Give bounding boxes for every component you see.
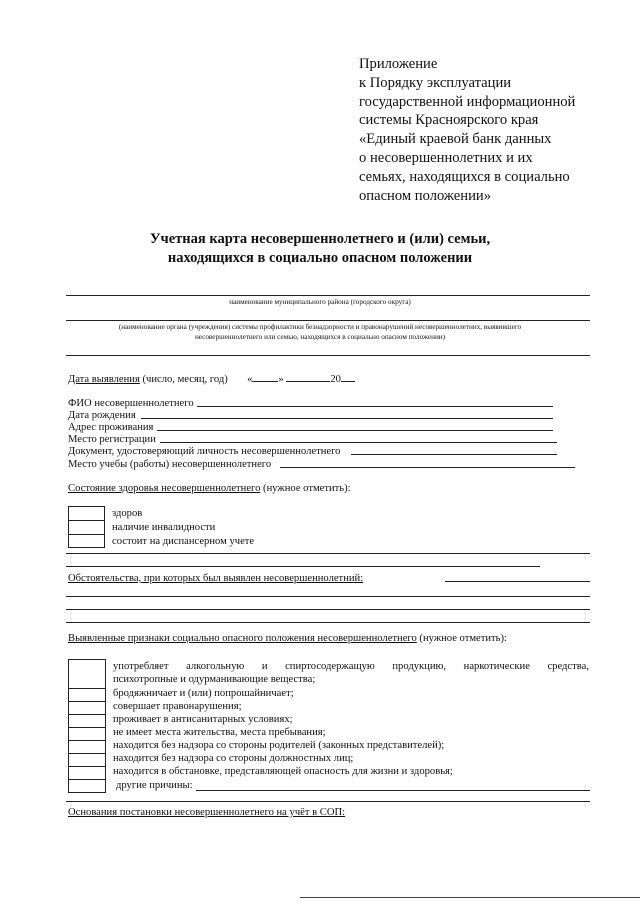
appendix-line: о несовершеннолетних и их (359, 149, 533, 166)
year-input[interactable] (341, 371, 355, 382)
address-input-line[interactable] (157, 430, 553, 431)
signs-word: спиртосодержащую (285, 661, 375, 672)
signs-option-substances (113, 661, 589, 673)
day-input[interactable] (252, 371, 278, 382)
month-input[interactable] (286, 371, 330, 382)
health-option: наличие инвалидности (112, 522, 216, 533)
signs-option-substances-cont: психотропные и одурманивающие вещества; (113, 674, 316, 685)
study-place-input-line[interactable] (280, 467, 575, 468)
scan-edge-line (300, 897, 640, 898)
title-line-2: находящихся в социально опасном положении (167, 250, 473, 266)
signs-option-other: другие причины: (116, 780, 193, 791)
appendix-line: семьях, находящихся в социально (359, 168, 570, 185)
signs-word: и (261, 661, 268, 672)
health-checkbox-disability[interactable] (68, 520, 105, 534)
signs-checkbox-no-parental-supervision[interactable] (68, 739, 106, 752)
field-label: Место регистрации (68, 434, 156, 445)
circumstances-input-line[interactable] (66, 622, 590, 623)
field-label: Место учебы (работы) несовершеннолетнего (68, 459, 272, 470)
signs-option: находится в обстановке, представляющей опасность для жизни и здоровья; (113, 766, 453, 777)
signs-word: алкогольную (186, 661, 245, 672)
open-quote: « (247, 374, 253, 385)
circumstances-input-line[interactable] (66, 609, 590, 610)
signs-option: не имеет места жительства, места пребывания; (113, 727, 326, 738)
page-title (0, 230, 640, 268)
signs-checkbox-no-residence[interactable] (68, 726, 106, 739)
organ-caption-2: несовершеннолетнего или семью, находящихся в социально опасном положении) (194, 333, 446, 341)
detection-date-label: Дата выявления (68, 374, 140, 385)
signs-option: находится без надзора со стороны родителей (законных представителей); (113, 740, 445, 751)
appendix-line: опасном положении» (359, 187, 491, 204)
signs-label: Выявленные признаки социально опасного положения несовершеннолетнего (68, 633, 417, 644)
appendix-line: к Порядку эксплуатации (359, 74, 512, 91)
signs-checkbox-dangerous-environment[interactable] (68, 765, 106, 778)
health-notes-line[interactable] (66, 566, 540, 567)
appendix-note (359, 55, 619, 205)
signs-word: употребляет (113, 661, 169, 672)
appendix-line: государственной информационной (359, 93, 576, 110)
grounds-heading (68, 806, 345, 819)
signs-option: находится без надзора со стороны должностных лиц; (113, 753, 354, 764)
signs-checkbox-vagrancy[interactable] (68, 687, 106, 700)
registration-input-line[interactable] (160, 442, 557, 443)
field-label: Документ, удостоверяющий личность несовершеннолетнего (68, 446, 341, 457)
organ-caption-1: (наименование органа (учреждения) системы профилактики безнадзорности и правонарушений несовершеннолетних, выявившего (118, 323, 522, 331)
health-checkbox-healthy[interactable] (68, 506, 105, 520)
circumstances-input-line[interactable] (445, 581, 590, 582)
health-option: состоит на диспансерном учете (112, 536, 255, 547)
appendix-line: системы Красноярского края (359, 112, 539, 129)
district-caption: наименование муниципального района (городского округа) (229, 298, 411, 306)
other-reasons-input-line[interactable] (66, 801, 590, 802)
health-checkbox-dispensary[interactable] (68, 534, 105, 548)
circumstances-label: Обстоятельства, при которых был выявлен несовершеннолетний: (68, 573, 364, 584)
signs-checkbox-unsanitary[interactable] (68, 713, 106, 726)
detection-date-hint: (число, месяц, год) (139, 374, 228, 385)
field-label: ФИО несовершеннолетнего (68, 398, 194, 409)
signs-checkbox-other[interactable] (68, 778, 106, 793)
health-option: здоров (112, 508, 143, 519)
field-label: Адрес проживания (68, 422, 154, 433)
health-heading (68, 482, 351, 495)
grounds-label: Основания постановки несовершеннолетнего на учёт в СОП: (68, 807, 346, 818)
birthdate-input-line[interactable] (141, 418, 553, 419)
fio-input-line[interactable] (197, 406, 553, 407)
title-line-1: Учетная карта несовершеннолетнего и (или) семьи, (149, 231, 491, 247)
signs-option: совершает правонарушения; (113, 701, 242, 712)
signs-option: проживает в антисанитарных условиях; (113, 714, 293, 725)
circumstances-heading (68, 572, 363, 585)
health-notes-line[interactable] (66, 553, 590, 554)
signs-option: бродяжничает и (или) попрошайничает; (113, 688, 294, 699)
organ-input-line[interactable] (66, 320, 590, 321)
field-id-document (68, 445, 340, 458)
year-prefix: 20 (330, 374, 341, 385)
signs-checkbox-substances[interactable] (68, 659, 106, 687)
appendix-line: Приложение (359, 56, 438, 72)
health-hint: (нужное отметить): (260, 483, 351, 494)
field-study-place (68, 458, 271, 471)
signs-heading (68, 632, 507, 645)
signs-word: продукцию, (392, 661, 447, 672)
health-label: Состояние здоровья несовершеннолетнего (68, 483, 261, 494)
appendix-line: «Единый краевой банк данных (359, 131, 552, 148)
detection-date-row (68, 371, 355, 386)
close-quote: » (278, 374, 284, 385)
id-document-input-line[interactable] (351, 454, 557, 455)
signs-word: наркотические (463, 661, 530, 672)
signs-word: средства, (547, 661, 589, 672)
district-input-line[interactable] (66, 295, 590, 296)
field-label: Дата рождения (68, 410, 136, 421)
signs-checkbox-offenses[interactable] (68, 700, 106, 713)
signs-hint: (нужное отметить): (416, 633, 507, 644)
circumstances-input-line[interactable] (66, 596, 590, 597)
signs-checkbox-no-official-supervision[interactable] (68, 752, 106, 765)
other-reasons-input-line[interactable] (196, 790, 590, 791)
organ-extra-line[interactable] (66, 355, 590, 356)
